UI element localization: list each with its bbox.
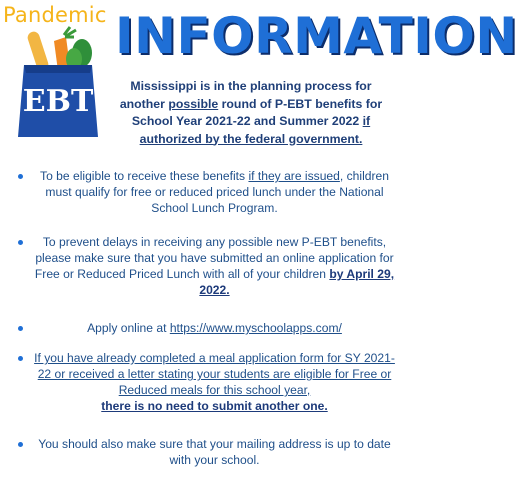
intro-text-2: round of P-EBT benefits for School Year 2021-22 and Summer 2022	[131, 96, 383, 128]
bullet-dot	[18, 356, 23, 361]
bullet-4-no-need: there is no need to submit another one.	[101, 399, 328, 413]
intro-possible: possible	[168, 96, 219, 111]
bullet-1-text: To be eligible to receive these benefits	[40, 169, 249, 183]
bullet-2-text: To prevent delays in receiving any possible new P-EBT benefits, please make sure that you have submitted an online application for Free or Reduced Priced Lunch with all of your children	[34, 235, 394, 281]
bullet-3-text: Apply online at	[87, 321, 170, 335]
list-item	[8, 350, 396, 414]
list-item	[8, 234, 396, 298]
intro-authorized: if authorized by the federal government.	[139, 114, 371, 146]
pandemic-label: Pandemic	[3, 3, 107, 27]
grocery-bag-ebt-icon	[4, 27, 104, 139]
bullet-1-rest: , children must qualify for free or reduced priced lunch under the National School Lunch Program.	[45, 169, 389, 215]
list-item	[8, 436, 396, 468]
list-item	[8, 168, 396, 216]
bullet-4-text: If you have already completed a meal application form for SY 2021-22 or received a letter stating your students are eligible for Free or Reduced meals for this school year,	[34, 351, 395, 397]
list-item	[8, 320, 396, 336]
bullet-dot	[18, 442, 23, 447]
apply-online-link[interactable]: https://www.myschoolapps.com/	[169, 321, 342, 335]
bullet-dot	[18, 174, 23, 179]
ebt-logo-text: EBT	[22, 84, 94, 119]
intro-text-1: Mississippi is in the planning process for another	[119, 79, 372, 111]
bullet-2-deadline: by April 29, 2022.	[199, 267, 395, 297]
page-title: INFORMATION	[115, 7, 518, 65]
intro-paragraph	[108, 78, 394, 148]
bullet-dot	[18, 326, 23, 331]
bullet-5-text: You should also make sure that your mailing address is up to date with your school.	[38, 437, 391, 467]
bullet-1-underlined: if they are issued	[248, 169, 340, 183]
bullet-dot	[18, 240, 23, 245]
